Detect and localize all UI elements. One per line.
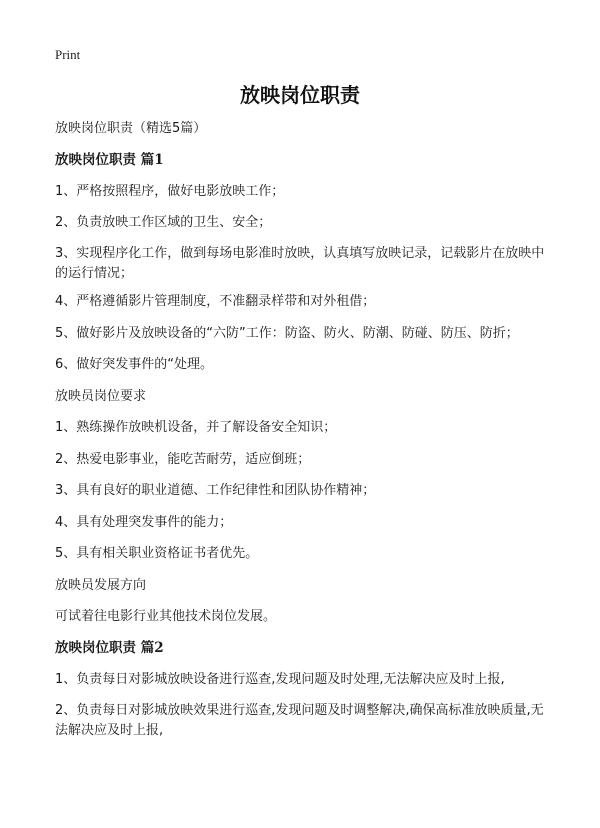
- list-item: 5、具有相关职业资格证书者优先。: [55, 546, 259, 561]
- development-text: 可试着往电影行业其他技术岗位发展。: [55, 609, 277, 624]
- document-subtitle: 放映岗位职责（精选5篇）: [55, 121, 207, 136]
- list-item: 3、具有良好的职业道德、工作纪律性和团队协作精神；: [55, 483, 376, 498]
- list-item: 4、严格遵循影片管理制度，不准翻录样带和对外租借；: [55, 294, 376, 309]
- list-item: 2、负责每日对影城放映效果进行巡查,发现问题及时调整解决,确保高标准放映质量,无法解决应及时上报,: [55, 703, 544, 738]
- list-item: 5、做好影片及放映设备的“六防”工作：防盗、防火、防潮、防碰、防压、防折；: [55, 326, 519, 341]
- list-item: 3、实现程序化工作，做到每场电影准时放映，认真填写放映记录，记载影片在放映中的运行情况；: [55, 246, 545, 281]
- section1-heading: 放映岗位职责 篇1: [55, 152, 164, 168]
- list-item: 6、做好突发事件的“处理。: [55, 357, 214, 372]
- document-title: 放映岗位职责: [240, 83, 360, 107]
- list-item: 4、具有处理突发事件的能力；: [55, 515, 233, 530]
- list-item: 2、负责放映工作区域的卫生、安全；: [55, 215, 272, 230]
- list-item: 1、负责每日对影城放映设备进行巡查,发现问题及时处理,无法解决应及时上报,: [55, 672, 505, 687]
- list-item: 2、热爱电影事业，能吃苦耐劳，适应倒班；: [55, 452, 311, 467]
- print-label: Print: [55, 47, 81, 62]
- list-item: 1、熟练操作放映机设备，并了解设备安全知识；: [55, 420, 337, 435]
- list-item: 1、严格按照程序，做好电影放映工作；: [55, 184, 285, 199]
- section2-heading: 放映岗位职责 篇2: [55, 640, 164, 656]
- requirements-heading: 放映员岗位要求: [55, 389, 147, 404]
- development-heading: 放映员发展方向: [55, 578, 147, 593]
